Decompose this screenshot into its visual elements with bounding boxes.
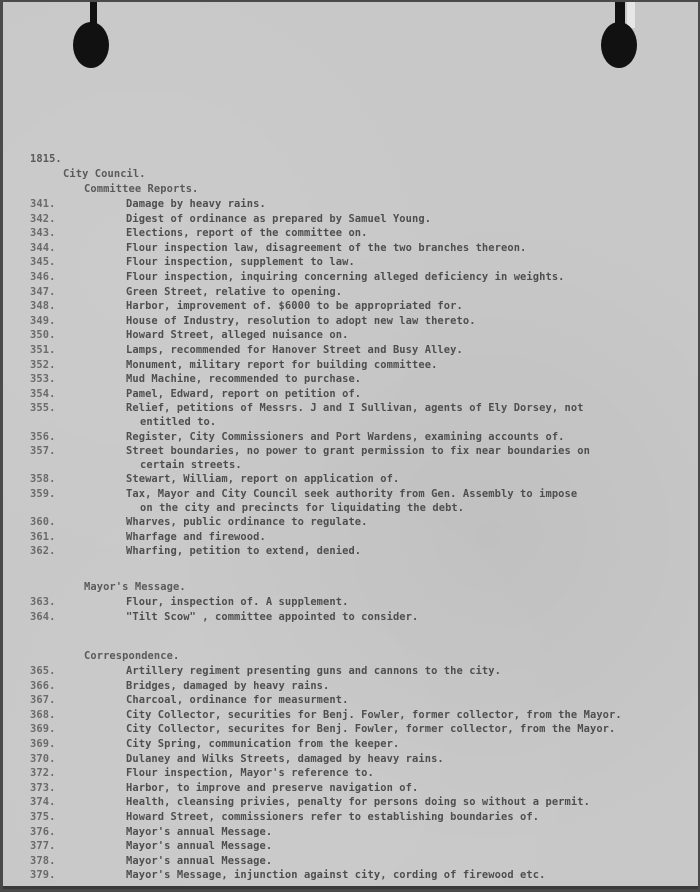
entry-text: Street boundaries, no power to grant permission to fix near boundaries on	[126, 445, 590, 458]
entry-text: Harbor, improvement of. $6000 to be appropriated for.	[126, 300, 463, 313]
section-heading: Committee Reports.	[84, 183, 199, 195]
entry-text: Tax, Mayor and City Council seek authority from Gen. Assembly to impose	[126, 488, 578, 500]
entry-text: Stewart, William, report on application of.	[126, 473, 400, 486]
entry-text: Elections, report of the committee on.	[126, 227, 368, 240]
entry-number: 377.	[30, 840, 56, 853]
entry-text: Relief, petitions of Messrs. J and I Sullivan, agents of Ely Dorsey, not	[126, 402, 584, 415]
section-heading: Correspondence.	[84, 650, 180, 662]
entry-number: 351.	[30, 344, 56, 356]
entry-text: Howard Street, alleged nuisance on.	[126, 329, 349, 342]
entry-number: 360.	[30, 516, 56, 529]
entry-number: 363.	[30, 596, 56, 608]
entry-number: 353.	[30, 373, 56, 386]
entry-text: Artillery regiment presenting guns and cannons to the city.	[126, 665, 501, 677]
entry-number: 349.	[30, 314, 56, 327]
entry-number: 352.	[30, 358, 56, 371]
entry-number: 358.	[30, 473, 56, 486]
entry-number: 373.	[30, 781, 56, 794]
entry-text: Mayor's annual Message.	[126, 854, 273, 867]
paper-tear-strip	[627, 2, 635, 28]
entry-text-continuation: on the city and precincts for liquidating the debt.	[140, 501, 465, 514]
entry-number: 345.	[30, 256, 56, 269]
entry-text: City Collector, securities for Benj. Fowler, former collector, from the Mayor.	[126, 708, 622, 721]
entry-text: "Tilt Scow" , committee appointed to consider.	[126, 610, 419, 623]
entry-number: 361.	[30, 530, 56, 543]
entry-number: 344.	[30, 241, 56, 254]
entry-number: 370.	[30, 752, 56, 765]
entry-text: Wharfing, petition to extend, denied.	[126, 545, 362, 558]
entry-number: 343.	[30, 227, 56, 240]
entry-text: Mayor's annual Message.	[126, 825, 273, 838]
binder-hole-right	[601, 22, 637, 68]
binder-hole-left	[73, 22, 109, 68]
document-year: 1815.	[30, 153, 62, 165]
entry-number: 355.	[30, 402, 56, 415]
entry-number: 354.	[30, 387, 56, 400]
entry-text: City Spring, communication from the keeper.	[126, 738, 400, 750]
entry-text: Lamps, recommended for Hanover Street and Busy Alley.	[126, 344, 463, 356]
entry-number: 369.	[30, 723, 56, 736]
entry-text: Flour inspection law, disagreement of the two branches thereon.	[126, 241, 527, 254]
entry-text: Pamel, Edward, report on petition of.	[126, 387, 362, 400]
entry-number: 341.	[30, 198, 56, 210]
entry-number: 367.	[30, 694, 56, 707]
entry-number: 372.	[30, 767, 56, 780]
entry-text: Flour inspection, Mayor's reference to.	[126, 767, 374, 780]
entry-text: Charcoal, ordinance for measurment.	[126, 694, 349, 707]
entry-text: Flour, inspection of. A supplement.	[126, 596, 349, 608]
entry-text: Monument, military report for building committee.	[126, 358, 438, 371]
entry-text: Damage by heavy rains.	[126, 198, 266, 210]
page-bottom-edge	[3, 886, 698, 889]
entry-number: 350.	[30, 329, 56, 342]
entry-text: Dulaney and Wilks Streets, damaged by heavy rains.	[126, 752, 444, 765]
entry-number: 357.	[30, 445, 56, 458]
entry-text: Howard Street, commissioners refer to establishing boundaries of.	[126, 811, 540, 823]
entry-number: 347.	[30, 285, 56, 298]
entry-number: 366.	[30, 679, 56, 692]
entry-text-continuation: entitled to.	[140, 416, 217, 428]
entry-text: Flour inspection, inquiring concerning alleged deficiency in weights.	[126, 271, 565, 283]
entry-number: 364.	[30, 610, 56, 623]
entry-text: Mayor's annual Message.	[126, 840, 273, 853]
section-title: City Council.	[63, 168, 146, 180]
entry-text: Green Street, relative to opening.	[126, 285, 343, 298]
entry-number: 378.	[30, 854, 56, 867]
entry-number: 368.	[30, 708, 56, 721]
entry-number: 348.	[30, 300, 56, 313]
entry-text: Mayor's Message, injunction against city, cording of firewood etc.	[126, 869, 546, 882]
entry-text: Register, City Commissioners and Port Wardens, examining accounts of.	[126, 430, 565, 443]
entry-number: 379.	[30, 869, 56, 882]
entry-number: 362.	[30, 545, 56, 558]
entry-text: Mud Machine, recommended to purchase.	[126, 373, 362, 386]
entry-text-continuation: certain streets.	[140, 458, 242, 471]
section-heading: Mayor's Message.	[84, 581, 186, 593]
entry-text: City Collector, securites for Benj. Fowler, former collector, from the Mayor.	[126, 723, 616, 736]
entry-text: House of Industry, resolution to adopt new law thereto.	[126, 314, 476, 327]
entry-number: 376.	[30, 825, 56, 838]
document-page	[3, 2, 698, 889]
entry-text: Digest of ordinance as prepared by Samuel Young.	[126, 212, 432, 225]
entry-number: 342.	[30, 212, 56, 225]
entry-text: Flour inspection, supplement to law.	[126, 256, 355, 269]
entry-number: 346.	[30, 271, 56, 283]
entry-text: Wharfage and firewood.	[126, 530, 266, 543]
entry-number: 356.	[30, 430, 56, 443]
entry-text: Harbor, to improve and preserve navigation of.	[126, 781, 419, 794]
entry-number: 369.	[30, 738, 56, 750]
entry-number: 365.	[30, 665, 56, 677]
entry-number: 374.	[30, 796, 56, 809]
entry-text: Bridges, damaged by heavy rains.	[126, 679, 330, 692]
entry-number: 359.	[30, 488, 56, 500]
entry-number: 375.	[30, 811, 56, 823]
entry-text: Health, cleansing privies, penalty for persons doing so without a permit.	[126, 796, 590, 809]
entry-text: Wharves, public ordinance to regulate.	[126, 516, 368, 529]
